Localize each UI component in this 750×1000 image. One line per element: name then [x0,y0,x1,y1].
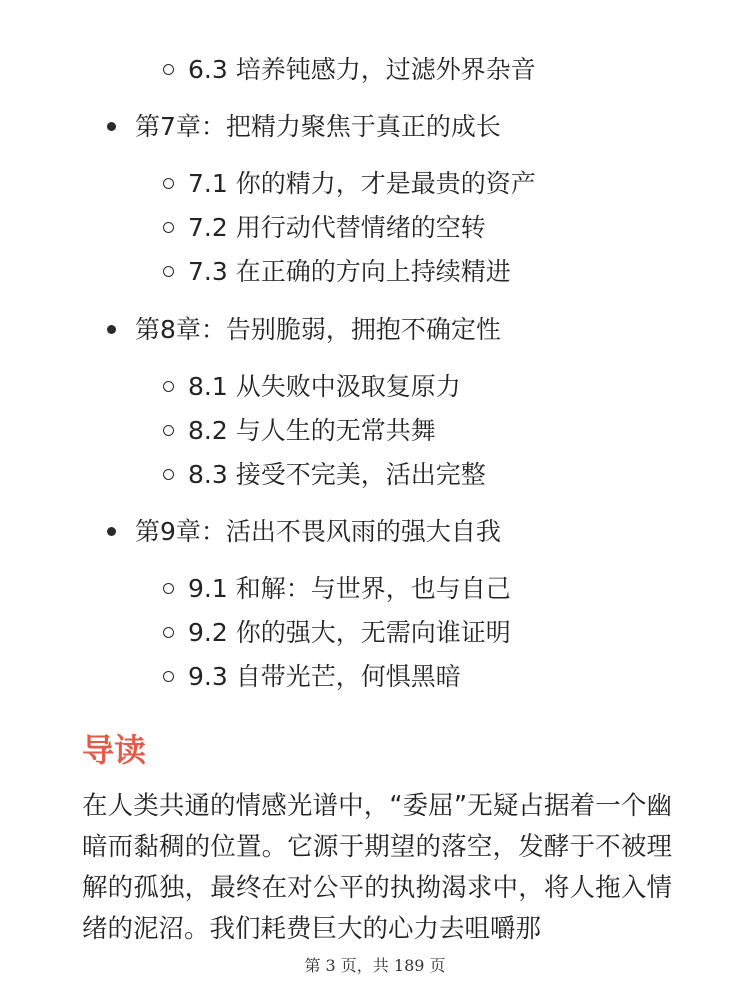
toc-chapter-item [135,310,501,350]
toc-section-text: 7.2 用行动代替情绪的空转 [188,213,486,242]
hollow-circle-bullet-icon [163,64,174,75]
filled-circle-bullet-icon [107,325,116,334]
toc-chapter-text: 第7章：把精力聚焦于真正的成长 [135,112,501,141]
filled-circle-bullet-icon [107,527,116,536]
toc-section-item [188,50,536,90]
toc-section-text: 8.3 接受不完美，活出完整 [188,460,486,489]
toc-section-item [188,569,511,609]
toc-chapter-text: 第9章：活出不畏风雨的强大自我 [135,517,501,546]
filled-circle-bullet-icon [107,122,116,131]
hollow-circle-bullet-icon [163,583,174,594]
toc-section-item [188,455,486,495]
toc-section-item [188,208,486,248]
toc-section-text: 6.3 培养钝感力，过滤外界杂音 [188,55,536,84]
hollow-circle-bullet-icon [163,627,174,638]
toc-section-item [188,164,536,204]
hollow-circle-bullet-icon [163,425,174,436]
toc-section-text: 9.3 自带光芒，何惧黑暗 [188,662,461,691]
toc-section-text: 8.2 与人生的无常共舞 [188,416,436,445]
toc-section-text: 9.2 你的强大，无需向谁证明 [188,618,511,647]
toc-section-item [188,657,461,697]
page-number-footer: 第 3 页，共 189 页 [304,956,446,975]
intro-heading: 导读 [82,731,147,769]
toc-section-text: 8.1 从失败中汲取复原力 [188,372,461,401]
hollow-circle-bullet-icon [163,671,174,682]
hollow-circle-bullet-icon [163,469,174,480]
hollow-circle-bullet-icon [163,178,174,189]
toc-section-item [188,252,511,292]
toc-section-text: 7.3 在正确的方向上持续精进 [188,257,511,286]
hollow-circle-bullet-icon [163,222,174,233]
toc-chapter-text: 第8章：告别脆弱，拥抱不确定性 [135,315,501,344]
toc-section-item [188,613,511,653]
hollow-circle-bullet-icon [163,266,174,277]
intro-paragraph: 在人类共通的情感光谱中，“委屈”无疑占据着一个幽暗而黏稠的位置。它源于期望的落空，发酵于不被理解的孤独，最终在对公平的执拗渴求中，将人拖入情绪的泥沼。我们耗费巨大的心力去咀嚼那 [82,791,672,944]
toc-chapter-item [135,107,501,147]
toc-section-text: 9.1 和解：与世界，也与自己 [188,574,511,603]
toc-section-item [188,367,461,407]
toc-chapter-item [135,512,501,552]
toc-section-text: 7.1 你的精力，才是最贵的资产 [188,169,536,198]
toc-section-item [188,411,436,451]
hollow-circle-bullet-icon [163,381,174,392]
